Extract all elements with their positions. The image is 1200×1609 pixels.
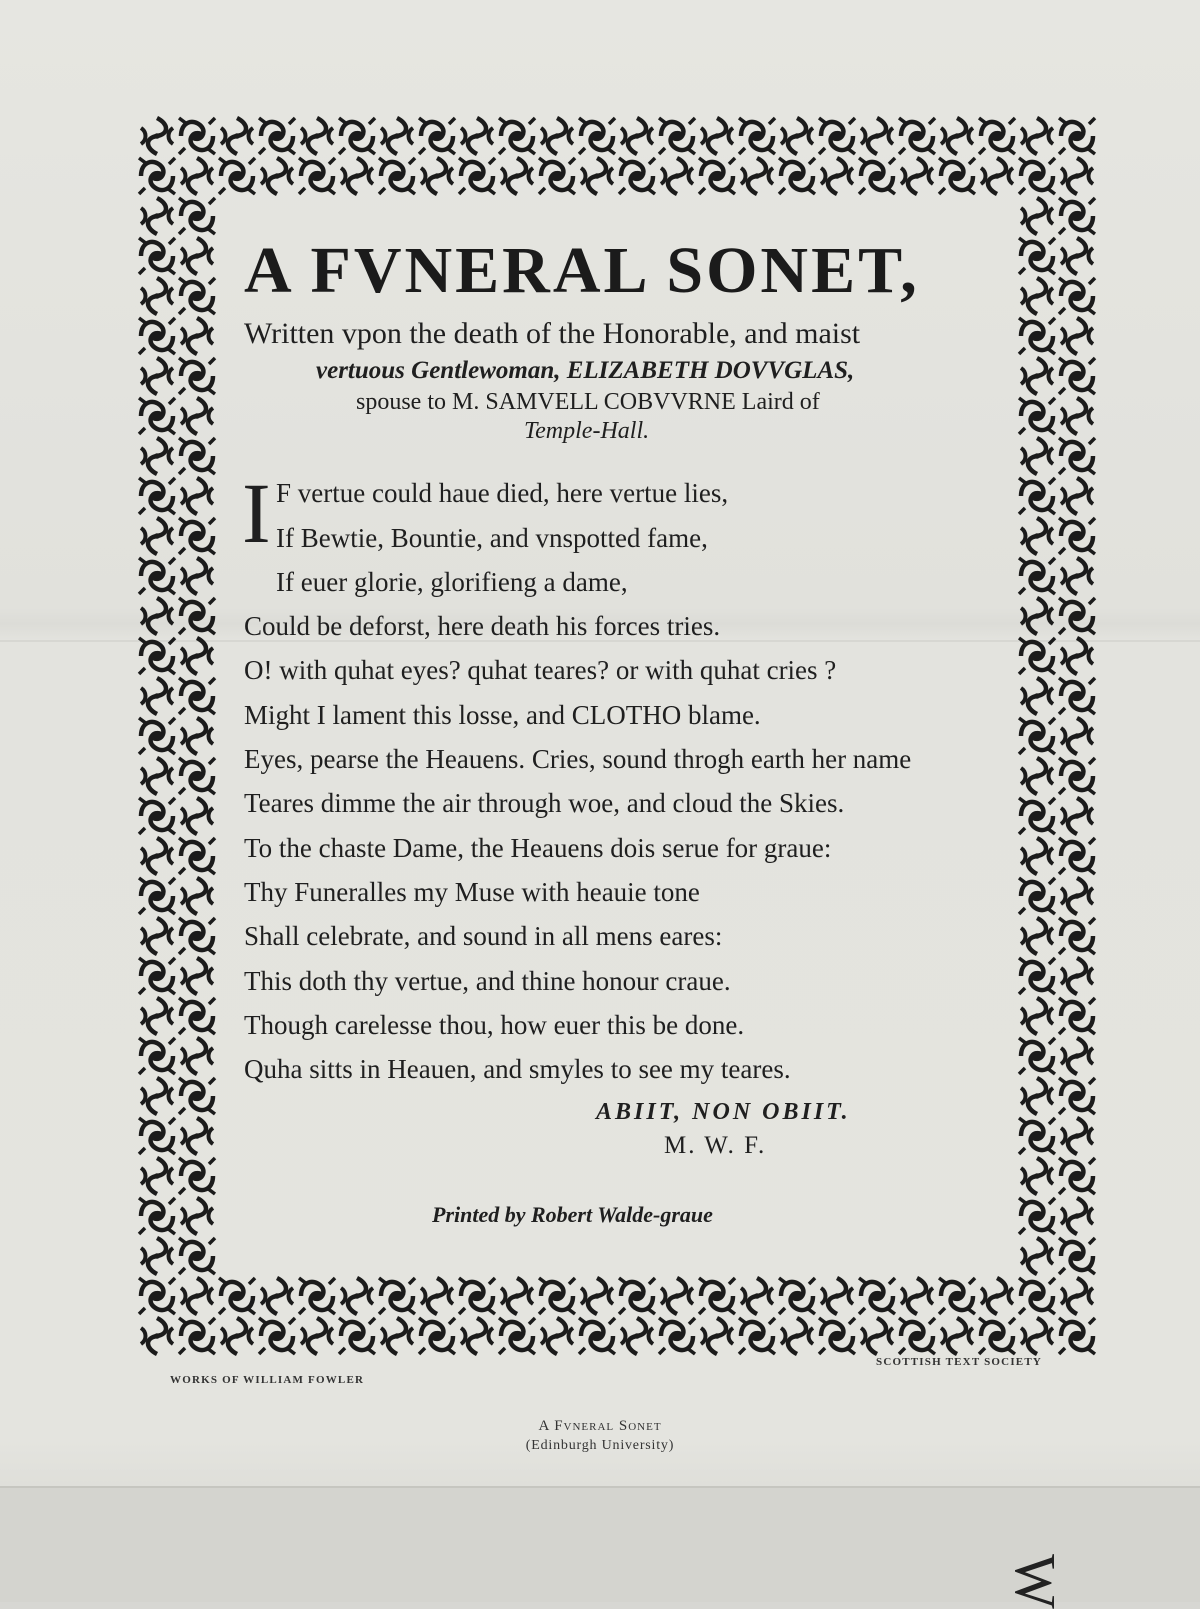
- border-ornament: [339, 1318, 375, 1354]
- border-ornament: [1059, 918, 1095, 954]
- border-ornament: [1061, 1278, 1093, 1314]
- border-ornament: [1021, 118, 1053, 154]
- border-ornament: [179, 838, 215, 874]
- border-ornament: [1059, 1158, 1095, 1194]
- border-ornament: [1059, 598, 1095, 634]
- border-ornament: [981, 158, 1013, 194]
- border-ornament: [1021, 1158, 1053, 1194]
- border-ornament: [1019, 878, 1055, 914]
- border-ornament: [699, 158, 735, 194]
- border-ornament: [1061, 398, 1093, 434]
- border-ornament: [1059, 678, 1095, 714]
- border-ornament: [419, 118, 455, 154]
- poem-line: Might I lament this losse, and CLOTHO blame.: [244, 699, 761, 730]
- broadside-text: [244, 236, 1004, 1228]
- border-ornament: [901, 1278, 933, 1314]
- border-ornament: [819, 118, 855, 154]
- border-ornament: [1061, 958, 1093, 994]
- border-ornament: [141, 518, 173, 554]
- subtitle-line-2: vertuous Gentlewoman, ELIZABETH DOVVGLAS,: [316, 357, 855, 385]
- border-ornament: [659, 1318, 695, 1354]
- border-ornament: [179, 198, 215, 234]
- border-ornament: [139, 878, 175, 914]
- border-ornament: [381, 1318, 413, 1354]
- border-ornament: [141, 838, 173, 874]
- border-ornament: [181, 878, 213, 914]
- border-ornament: [141, 1238, 173, 1274]
- border-ornament: [1021, 198, 1053, 234]
- border-ornament: [181, 238, 213, 274]
- border-ornament: [179, 678, 215, 714]
- border-ornament: [541, 118, 573, 154]
- border-ornament: [1021, 438, 1053, 474]
- border-ornament: [859, 158, 895, 194]
- border-ornament: [1021, 758, 1053, 794]
- border-ornament: [499, 1318, 535, 1354]
- border-ornament: [621, 1318, 653, 1354]
- border-ornament: [139, 958, 175, 994]
- border-ornament: [339, 118, 375, 154]
- border-ornament: [499, 118, 535, 154]
- poem-line: If Bewtie, Bountie, and vnspotted fame,: [276, 522, 708, 553]
- border-ornament: [779, 1278, 815, 1314]
- border-ornament: [179, 1238, 215, 1274]
- border-ornament: [139, 398, 175, 434]
- border-ornament: [179, 598, 215, 634]
- border-ornament: [1021, 1238, 1053, 1274]
- border-ornament: [979, 1318, 1015, 1354]
- border-ornament: [501, 1278, 533, 1314]
- border-ornament: [939, 1278, 975, 1314]
- border-ornament: [301, 118, 333, 154]
- border-ornament: [1061, 318, 1093, 354]
- border-ornament: [261, 1278, 293, 1314]
- border-ornament: [1021, 518, 1053, 554]
- border-ornament: [661, 158, 693, 194]
- border-ornament: [139, 158, 175, 194]
- border-ornament: [141, 358, 173, 394]
- border-ornament: [501, 158, 533, 194]
- border-ornament: [181, 398, 213, 434]
- border-ornament: [541, 1318, 573, 1354]
- sonnet: [242, 465, 1004, 1091]
- border-ornament: [779, 158, 815, 194]
- border-ornament: [139, 558, 175, 594]
- border-ornament: [141, 1318, 173, 1354]
- border-ornament: [419, 1318, 455, 1354]
- border-ornament: [699, 1278, 735, 1314]
- caption-source: (Edinburgh University): [525, 1438, 675, 1453]
- border-ornament: [379, 158, 415, 194]
- border-ornament: [619, 1278, 655, 1314]
- border-ornament: [1021, 1078, 1053, 1114]
- border-ornament: [741, 158, 773, 194]
- border-ornament: [139, 318, 175, 354]
- border-ornament: [181, 1038, 213, 1074]
- border-ornament: [181, 1278, 213, 1314]
- subtitle-line-3: spouse to M. SAMVELL COBVVRNE Laird of: [356, 389, 820, 416]
- border-ornament: [381, 118, 413, 154]
- border-ornament: [659, 118, 695, 154]
- poem-line: Teares dimme the air through woe, and cloud the Skies.: [244, 788, 845, 819]
- border-ornament: [1019, 158, 1055, 194]
- border-ornament: [139, 638, 175, 674]
- border-ornament: [939, 158, 975, 194]
- border-ornament: [1019, 1118, 1055, 1154]
- border-ornament: [1019, 398, 1055, 434]
- broadside-title: A FVNERAL SONET,: [244, 234, 920, 307]
- border-ornament: [1059, 1318, 1095, 1354]
- border-ornament: [821, 158, 853, 194]
- border-ornament: [139, 238, 175, 274]
- border-ornament: [739, 1318, 775, 1354]
- border-ornament: [299, 1278, 335, 1314]
- border-ornament: [221, 1318, 253, 1354]
- border-ornament: [139, 1038, 175, 1074]
- border-ornament: [1061, 1198, 1093, 1234]
- border-ornament: [1019, 478, 1055, 514]
- border-ornament: [1021, 1318, 1053, 1354]
- border-ornament: [141, 278, 173, 314]
- border-ornament: [179, 438, 215, 474]
- border-ornament: [581, 158, 613, 194]
- border-ornament: [181, 798, 213, 834]
- border-ornament: [1061, 558, 1093, 594]
- border-ornament: [1021, 998, 1053, 1034]
- border-ornament: [181, 158, 213, 194]
- border-ornament: [1019, 958, 1055, 994]
- border-ornament: [1019, 1278, 1055, 1314]
- border-ornament: [1021, 358, 1053, 394]
- border-ornament: [141, 758, 173, 794]
- border-ornament: [1059, 118, 1095, 154]
- border-ornament: [181, 638, 213, 674]
- border-ornament: [141, 438, 173, 474]
- poem-line: If euer glorie, glorifieng a dame,: [276, 566, 628, 597]
- border-ornament: [901, 158, 933, 194]
- poem-line: Could be deforst, here death his forces tries.: [244, 611, 721, 642]
- border-ornament: [1019, 318, 1055, 354]
- border-ornament: [1061, 238, 1093, 274]
- border-ornament: [261, 158, 293, 194]
- border-ornament: [221, 118, 253, 154]
- border-ornament: [981, 1278, 1013, 1314]
- poem-line: Shall celebrate, and sound in all mens eares:: [244, 921, 723, 952]
- border-ornament: [1059, 198, 1095, 234]
- border-ornament: [181, 718, 213, 754]
- caption-works: WORKS OF WILLIAM FOWLER: [170, 1374, 365, 1386]
- border-ornament: [459, 1278, 495, 1314]
- border-ornament: [141, 1158, 173, 1194]
- border-ornament: [139, 718, 175, 754]
- border-ornament: [459, 158, 495, 194]
- poem-line: O! with quhat eyes? quhat teares? or with quhat cries ?: [244, 655, 837, 686]
- border-ornament: [539, 1278, 575, 1314]
- border-ornament: [1059, 1238, 1095, 1274]
- border-ornament: [341, 158, 373, 194]
- border-ornament: [179, 278, 215, 314]
- border-ornament: [1021, 838, 1053, 874]
- border-ornament: [141, 918, 173, 954]
- border-ornament: [819, 1318, 855, 1354]
- border-ornament: [461, 1318, 493, 1354]
- border-ornament: [179, 1158, 215, 1194]
- border-ornament: [579, 118, 615, 154]
- border-ornament: [141, 1078, 173, 1114]
- border-ornament: [181, 958, 213, 994]
- border-ornament: [179, 1318, 215, 1354]
- caption-title: A Fvneral Sonet: [538, 1418, 662, 1434]
- border-ornament: [461, 118, 493, 154]
- border-ornament: [979, 118, 1015, 154]
- border-ornament: [421, 158, 453, 194]
- border-ornament: [179, 998, 215, 1034]
- border-ornament: [821, 1278, 853, 1314]
- border-ornament: [1019, 798, 1055, 834]
- border-ornament: [941, 118, 973, 154]
- border-ornament: [581, 1278, 613, 1314]
- border-ornament: [701, 1318, 733, 1354]
- border-ornament: [179, 758, 215, 794]
- border-ornament: [899, 118, 935, 154]
- border-ornament: [1061, 478, 1093, 514]
- border-ornament: [341, 1278, 373, 1314]
- border-ornament: [1059, 278, 1095, 314]
- border-ornament: [1061, 798, 1093, 834]
- border-ornament: [1021, 598, 1053, 634]
- printer-imprint: Printed by Robert Walde-graue: [432, 1202, 713, 1228]
- border-ornament: [1059, 1078, 1095, 1114]
- border-ornament: [701, 118, 733, 154]
- border-ornament: [179, 1078, 215, 1114]
- border-ornament: [1059, 838, 1095, 874]
- border-ornament: [141, 118, 173, 154]
- border-ornament: [941, 1318, 973, 1354]
- border-ornament: [899, 1318, 935, 1354]
- border-ornament: [579, 1318, 615, 1354]
- border-ornament: [421, 1278, 453, 1314]
- subtitle-line-1: Written vpon the death of the Honorable, and maist: [244, 317, 861, 351]
- border-ornament: [181, 1198, 213, 1234]
- border-ornament: [219, 1278, 255, 1314]
- border-ornament: [1021, 678, 1053, 714]
- border-ornament: [1019, 1038, 1055, 1074]
- border-ornament: [179, 358, 215, 394]
- border-ornament: [1059, 518, 1095, 554]
- border-ornament: [299, 158, 335, 194]
- poem-line-text: F vertue could haue died, here vertue lies,: [276, 478, 729, 509]
- border-ornament: [781, 118, 813, 154]
- border-ornament: [1019, 238, 1055, 274]
- border-ornament: [539, 158, 575, 194]
- border-ornament: [1061, 638, 1093, 674]
- poem-line: Thy Funeralles my Muse with heauie tone: [244, 876, 700, 907]
- border-ornament: [139, 1198, 175, 1234]
- poem-line: This doth thy vertue, and thine honour craue.: [244, 965, 731, 996]
- border-ornament: [141, 998, 173, 1034]
- border-ornament: [1059, 438, 1095, 474]
- border-ornament: [1059, 998, 1095, 1034]
- border-ornament: [259, 118, 295, 154]
- border-ornament: [181, 1118, 213, 1154]
- border-ornament: [661, 1278, 693, 1314]
- border-ornament: [219, 158, 255, 194]
- border-ornament: [139, 798, 175, 834]
- border-ornament: [1061, 158, 1093, 194]
- border-ornament: [1061, 878, 1093, 914]
- border-ornament: [1061, 718, 1093, 754]
- motto: ABIIT, NON OBIIT.: [596, 1099, 851, 1126]
- border-ornament: [181, 558, 213, 594]
- border-ornament: [621, 118, 653, 154]
- border-ornament: [1059, 358, 1095, 394]
- border-ornament: [861, 118, 893, 154]
- border-ornament: [1019, 1198, 1055, 1234]
- border-ornament: [1019, 638, 1055, 674]
- poem-line: Quha sitts in Heauen, and smyles to see my teares.: [244, 1054, 791, 1085]
- author-initials: M. W. F.: [664, 1132, 767, 1160]
- border-ornament: [139, 478, 175, 514]
- border-ornament: [181, 318, 213, 354]
- border-ornament: [259, 1318, 295, 1354]
- border-ornament: [379, 1278, 415, 1314]
- border-ornament: [1021, 918, 1053, 954]
- subtitle-line-4: Temple-Hall.: [524, 418, 650, 445]
- border-ornament: [1061, 1038, 1093, 1074]
- next-page-letter: W: [1002, 1554, 1068, 1609]
- border-ornament: [739, 118, 775, 154]
- border-ornament: [141, 678, 173, 714]
- drop-cap: I: [242, 465, 271, 562]
- border-ornament: [781, 1318, 813, 1354]
- border-ornament: [179, 518, 215, 554]
- border-ornament: [181, 478, 213, 514]
- border-ornament: [859, 1278, 895, 1314]
- border-ornament: [139, 1278, 175, 1314]
- poem-line: To the chaste Dame, the Heauens dois serue for graue:: [244, 832, 832, 863]
- poem-line: Though carelesse thou, how euer this be done.: [244, 1009, 745, 1040]
- border-ornament: [301, 1318, 333, 1354]
- border-ornament: [1061, 1118, 1093, 1154]
- border-ornament: [1019, 558, 1055, 594]
- border-ornament: [619, 158, 655, 194]
- caption-society: SCOTTISH TEXT SOCIETY: [876, 1356, 1043, 1368]
- border-ornament: [861, 1318, 893, 1354]
- border-ornament: [1021, 278, 1053, 314]
- border-ornament: [141, 198, 173, 234]
- border-ornament: [741, 1278, 773, 1314]
- border-ornament: [141, 598, 173, 634]
- border-ornament: [1019, 718, 1055, 754]
- border-ornament: [179, 118, 215, 154]
- border-ornament: [1059, 758, 1095, 794]
- poem-line: Eyes, pearse the Heauens. Cries, sound throgh earth her name: [244, 744, 912, 775]
- border-ornament: [139, 1118, 175, 1154]
- border-ornament: [179, 918, 215, 954]
